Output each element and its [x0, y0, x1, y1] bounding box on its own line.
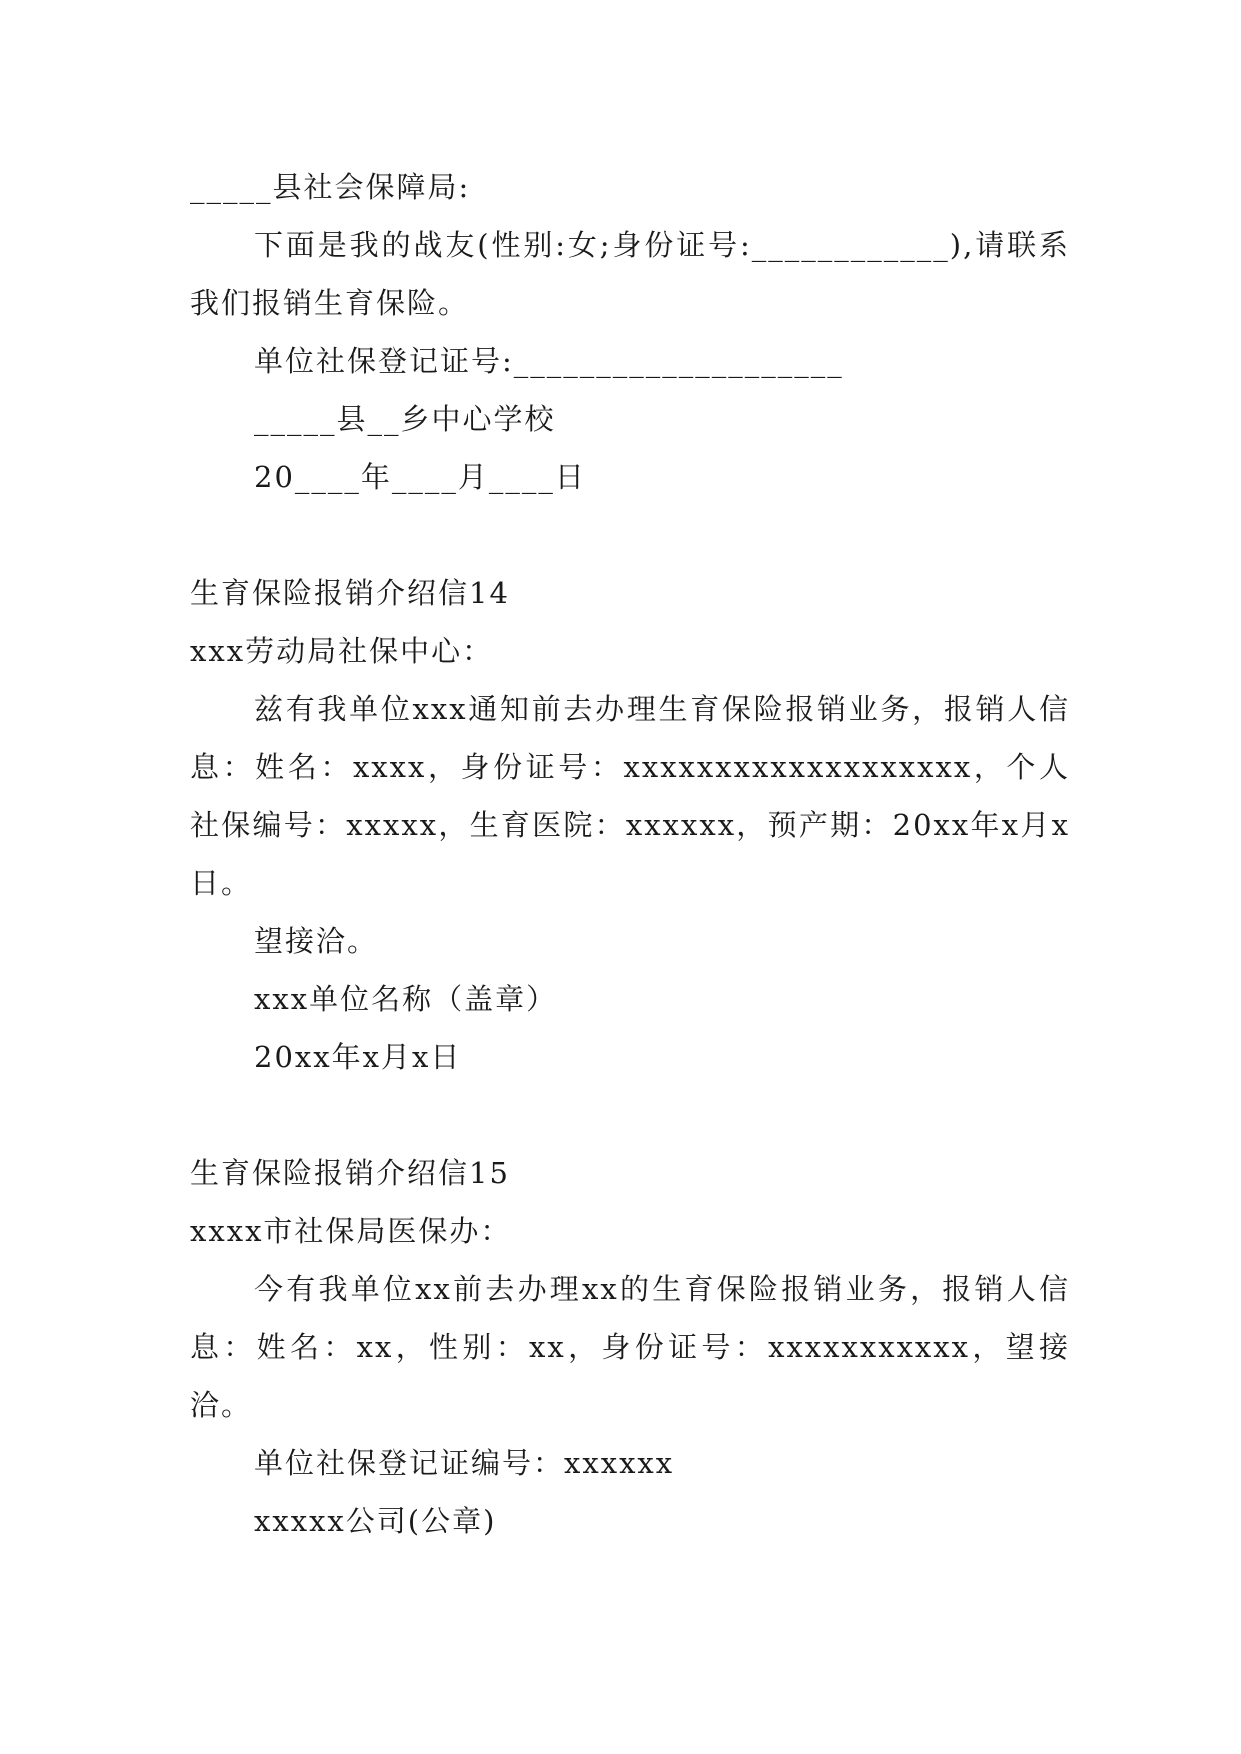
letter15-signature: xxxxx公司(公章): [254, 1504, 497, 1538]
letter14-signature: xxx单位名称（盖章）: [254, 982, 558, 1016]
section-spacer: [190, 1086, 1070, 1144]
letter15-title: 生育保险报销介绍信15: [190, 1156, 510, 1190]
letter14-date: 20xx年x月x日: [254, 1040, 462, 1074]
letter14-body: 兹有我单位xxx通知前去办理生育保险报销业务，报销人信息：姓名：xxxx，身份证号：xxxxxxxxxxxxxxxxxxx，个人社保编号：xxxxx，生育医院：xxxxxx，预产期：20xx年x月x日。: [190, 692, 1070, 900]
letter14-title: 生育保险报销介绍信14: [190, 576, 510, 610]
section-spacer: [190, 506, 1070, 564]
letter13-signature: _____县__乡中心学校: [254, 402, 556, 436]
letter13-registration: 单位社保登记证号:____________________: [254, 344, 844, 378]
document-content: [190, 158, 1070, 1550]
letter13-addressee: _____县社会保障局:: [190, 170, 471, 204]
letter13-date: 20____年____月____日: [254, 460, 586, 494]
letter15-body: 今有我单位xx前去办理xx的生育保险报销业务，报销人信息：姓名：xx，性别：xx，身份证号：xxxxxxxxxxx，望接洽。: [190, 1272, 1070, 1422]
letter15-registration: 单位社保登记证编号：xxxxxx: [254, 1446, 675, 1480]
letter15-addressee: xxxx市社保局医保办：: [190, 1214, 512, 1248]
letter14-closing: 望接洽。: [254, 924, 379, 958]
letter13-body: 下面是我的战友(性别:女;身份证号:____________),请联系我们报销生育保险。: [190, 228, 1070, 320]
letter14-addressee: xxx劳动局社保中心：: [190, 634, 494, 668]
